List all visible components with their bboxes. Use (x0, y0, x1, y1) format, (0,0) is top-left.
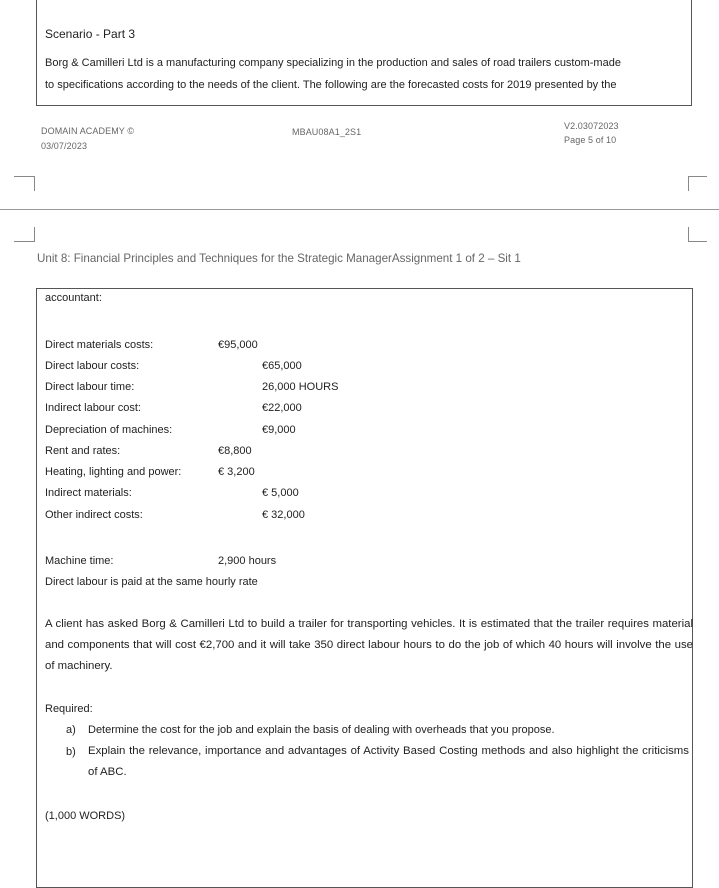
scenario-paragraph-line-1: Borg & Camilleri Ltd is a manufacturing company specializing in the production and sales of road trailers custom-made (45, 57, 621, 69)
required-label: Required: (45, 703, 93, 715)
content-box (36, 288, 693, 888)
question-marker: b) (66, 746, 76, 758)
cost-value: €95,000 (218, 339, 258, 351)
crop-mark-bottom-left (14, 227, 35, 242)
continuation-text: accountant: (45, 292, 102, 304)
scenario-paragraph-line-2: to specifications according to the needs of the client. The following are the forecasted costs for 2019 presented by the (45, 79, 617, 91)
cost-label: Direct labour costs: (45, 360, 140, 372)
word-count: (1,000 WORDS) (45, 810, 126, 822)
labour-rate-note: Direct labour is paid at the same hourly rate (45, 576, 258, 588)
cost-value: € 3,200 (218, 466, 255, 478)
cost-value: €9,000 (262, 424, 296, 436)
machine-time-label: Machine time: (45, 555, 114, 567)
cost-value: €8,800 (218, 445, 252, 457)
cost-label: Direct materials costs: (45, 339, 154, 351)
cost-label: Direct labour time: (45, 381, 135, 393)
machine-time-value: 2,900 hours (218, 555, 277, 567)
crop-mark-top-left (14, 176, 35, 191)
footer-page-number: Page 5 of 10 (564, 135, 617, 145)
page-header-title: Unit 8: Financial Principles and Techniques for the Strategic ManagerAssignment 1 of 2 – Sit 1 (37, 252, 521, 265)
footer-date: 03/07/2023 (41, 141, 88, 151)
cost-value: 26,000 HOURS (262, 381, 339, 393)
footer-document-code: MBAU08A1_2S1 (292, 127, 362, 137)
cost-value: € 5,000 (262, 487, 299, 499)
footer-organization: DOMAIN ACADEMY © (41, 126, 135, 136)
crop-mark-top-right (688, 176, 707, 191)
crop-mark-bottom-right (688, 227, 707, 242)
cost-value: € 32,000 (262, 509, 305, 521)
cost-label: Rent and rates: (45, 445, 121, 457)
page-separator (0, 209, 719, 210)
client-paragraph: A client has asked Borg & Camilleri Ltd to build a trailer for transporting vehicles. It is estimated that the trailer requires material and components that will cost €2,700 and it will take 350 direct labour hours to do the job of which 40 hours will involve the use of machinery. (45, 618, 693, 672)
scenario-heading: Scenario - Part 3 (45, 27, 136, 41)
question-text: Determine the cost for the job and explain the basis of dealing with overheads that you propose. (88, 724, 555, 736)
question-marker: a) (66, 724, 76, 736)
cost-label: Depreciation of machines: (45, 424, 173, 436)
cost-label: Indirect labour cost: (45, 402, 141, 414)
footer-version: V2.03072023 (564, 121, 619, 131)
cost-label: Indirect materials: (45, 487, 132, 499)
cost-label: Heating, lighting and power: (45, 466, 182, 478)
cost-label: Other indirect costs: (45, 509, 143, 521)
cost-value: €22,000 (262, 402, 302, 414)
question-text: Explain the relevance, importance and advantages of Activity Based Costing methods and also highlight the criticisms of ABC. (88, 745, 689, 778)
cost-value: €65,000 (262, 360, 302, 372)
